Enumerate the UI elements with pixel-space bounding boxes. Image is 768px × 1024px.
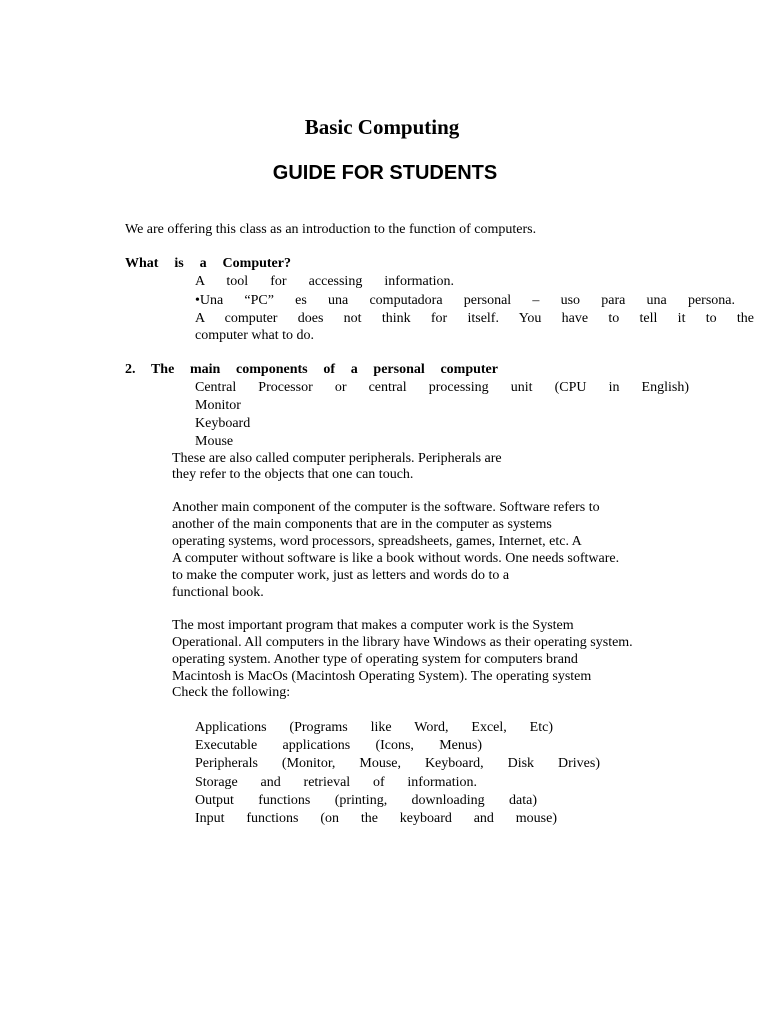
component-item: Mouse [195,434,234,449]
os-function-item: Executable applications (Icons, Menus) [195,738,482,753]
intro-paragraph: We are offering this class as an introduction to the function of computers. [125,222,537,237]
os-line: Operational. All computers in the library have Windows as their operating system. [172,635,633,650]
section-heading-what-is-computer: What is a Computer? [125,256,291,271]
software-line: another of the main components that are in the computer as systems [172,517,552,532]
software-line: to make the computer work, just as letters and words do to a [172,568,510,583]
software-line: functional book. [172,585,264,600]
component-item: Keyboard [195,416,251,431]
section1-line: computer what to do. [195,328,314,343]
os-line: Macintosh is MacOs (Macintosh Operating System). The operating system [172,669,592,684]
peripherals-line: These are also called computer peripherals. Peripherals are [172,451,502,466]
os-function-item: Input functions (on the keyboard and mouse) [195,811,557,826]
os-function-item: Storage and retrieval of information. [195,775,477,790]
section1-line: A computer does not think for itself. You have to tell it to the [195,311,754,326]
component-item: Central Processor or central processing unit (CPU in English) [195,380,689,395]
os-function-item: Applications (Programs like Word, Excel, Etc) [195,720,553,735]
section1-line: •Una “PC” es una computadora personal – uso para una persona. [195,293,735,308]
os-line: operating system. Another type of operating system for computers brand [172,652,578,667]
document-title: Basic Computing [304,115,460,139]
document-subtitle: GUIDE FOR STUDENTS [272,162,498,184]
os-function-item: Peripherals (Monitor, Mouse, Keyboard, Disk Drives) [195,756,600,771]
section-heading-main-components: 2. The main components of a personal computer [125,362,498,377]
os-line: The most important program that makes a computer work is the System [172,618,574,633]
section1-line: A tool for accessing information. [195,274,454,289]
os-function-item: Output functions (printing, downloading data) [195,793,537,808]
peripherals-line: they refer to the objects that one can touch. [172,467,414,482]
software-line: Another main component of the computer is the software. Software refers to [172,500,600,515]
software-line: A computer without software is like a book without words. One needs software. [172,551,620,566]
component-item: Monitor [195,398,241,413]
software-line: operating systems, word processors, spreadsheets, games, Internet, etc. A [172,534,582,549]
os-line: Check the following: [172,685,291,700]
